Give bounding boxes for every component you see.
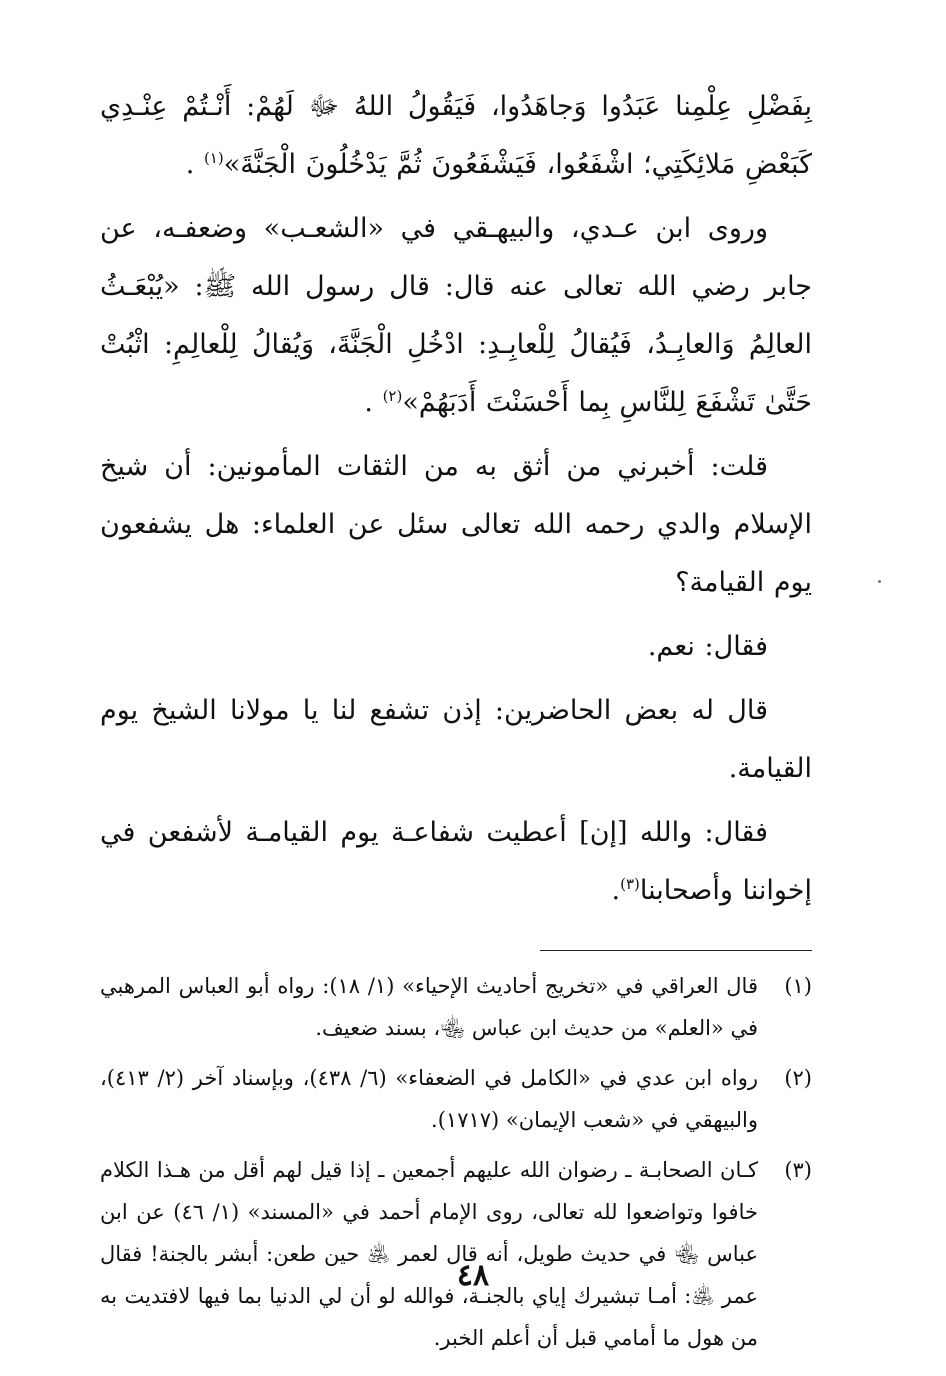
footnote-2 <box>100 1057 812 1141</box>
footnote-ref-3[interactable]: (٣) <box>620 875 640 893</box>
footnote-ref-2[interactable]: (٢) <box>382 387 403 405</box>
footnote-2-number: (٢) <box>784 1066 812 1090</box>
footnotes-list <box>100 965 812 1359</box>
footnote-3-number: (٣) <box>784 1158 812 1182</box>
paragraph-2-text: وروى ابن عـدي، والبيهـقي في «الشعـب» وضعفـه، عن جابر رضي الله تعالى عنه قال: قال رسول الله ﷺ: «يُبْعَـثُ العالِمُ وَالعابِـدُ، فَيُقالُ لِلْعابِـدِ: ادْخُلِ الْجَنَّةَ، وَيُقالُ لِلْعالِمِ: اثْبُتْ حَتَّىٰ تَشْفَعَ لِلنَّاسِ بِما أَحْسَنْتَ أَدَبَهُمْ» <box>100 213 812 418</box>
footnote-ref-1[interactable]: (١) <box>203 149 224 167</box>
paragraph-4 <box>100 618 812 676</box>
paragraph-6-text: فقال: والله [إن] أعطيت شفاعـة يوم القيامـة لأشفعن في إخواننا وأصحابنا <box>100 817 812 906</box>
book-page <box>100 78 812 1367</box>
paragraph-4-text: فقال: نعم. <box>647 631 768 662</box>
footnote-1-number: (١) <box>784 974 812 998</box>
scan-speck <box>878 580 881 583</box>
paragraph-2 <box>100 200 812 432</box>
footnote-1-text: قال العراقي في «تخريج أحاديث الإحياء» (١/ ١٨): رواه أبو العباس المرهبي في «العلم» من حديث ابن عباس ﵄، بسند ضعيف. <box>100 974 758 1040</box>
paragraph-3-text: قلت: أخبرني من أثق به من الثقات المأمونين: أن شيخ الإسلام والدي رحمه الله تعالى سئل عن العلماء: هل يشفعون يوم القيامة؟ <box>100 451 812 598</box>
footnote-separator <box>540 950 812 951</box>
footnote-2-text: رواه ابن عدي في «الكامل في الضعفاء» (٦/ ٤٣٨)، وبإسناد آخر (٢/ ٤١٣)، والبيهقي في «شعب الإيمان» (١٧١٧). <box>100 1066 758 1132</box>
paragraph-3 <box>100 438 812 612</box>
paragraph-1 <box>100 78 812 194</box>
page-number: ٤٨ <box>456 1258 490 1293</box>
footnote-3-text: كـان الصحابـة ـ رضوان الله عليهم أجمعين ـ إذا قيل لهم أقل من هـذا الكلام خافوا وتواضعوا لله تعالى، روى الإمام أحمد في «المسند» (١/ ٤٦) عن ابن عباس ﵄ في حديث طويل، أنه قال لعمر ﵁ حين طعن: أبشر بالجنة! فقال عمر ﵁: أمـا تبشيرك إياي بالجنـة، فوالله لو أن لي الدنيا بما فيها لافتديت به من هول ما أمامي قبل أن أعلم الخبر. <box>100 1158 758 1350</box>
paragraph-6-end: . <box>611 875 621 906</box>
footnote-1 <box>100 965 812 1049</box>
paragraph-5-text: قال له بعض الحاضرين: إذن تشفع لنا يا مولانا الشيخ يوم القيامة. <box>100 695 812 784</box>
paragraph-6 <box>100 804 812 920</box>
paragraph-1-end: . <box>185 149 204 180</box>
paragraph-5 <box>100 682 812 798</box>
paragraph-2-end: . <box>364 387 383 418</box>
footnote-3 <box>100 1149 812 1359</box>
paragraph-1-text: بِفَضْلِ عِلْمِنا عَبَدُوا وَجاهَدُوا، فَيَقُولُ اللهُ ﷻ لَهُمْ: أَنْـتُمْ عِنْـدِي كَبَعْضِ مَلائِكَتِي؛ اشْفَعُوا، فَيَشْفَعُونَ ثُمَّ يَدْخُلُونَ الْجَنَّةَ» <box>100 91 812 180</box>
